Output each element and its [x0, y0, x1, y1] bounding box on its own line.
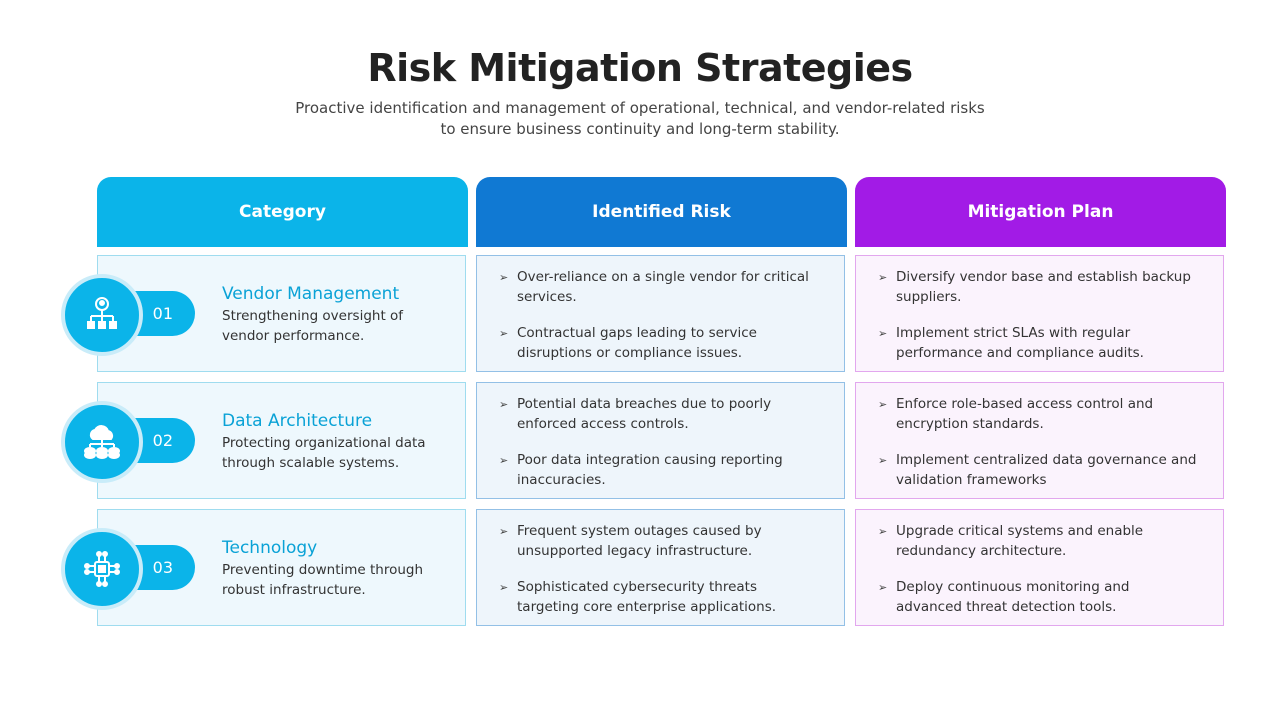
arrow-bullet-icon: ➢: [499, 327, 509, 340]
category-title: Data Architecture: [222, 411, 373, 431]
arrow-bullet-icon: ➢: [499, 581, 509, 594]
category-title: Vendor Management: [222, 284, 400, 304]
risk-item: ➢ Contractual gaps leading to service disruptions or compliance issues.: [499, 325, 757, 361]
arrow-bullet-icon: ➢: [499, 398, 509, 411]
subtitle-line-1: Proactive identification and management of operational, technical, and vendor-related risks: [295, 99, 985, 117]
header-category: Category: [97, 177, 468, 247]
risk-cell: [476, 382, 845, 499]
category-description: Protecting organizational data through scalable systems.: [222, 435, 426, 471]
category-title: Technology: [222, 538, 318, 558]
category-description: Preventing downtime through robust infrastructure.: [222, 562, 424, 598]
row-number-badge: 01: [120, 291, 195, 336]
header-mitigation-plan: Mitigation Plan: [855, 177, 1226, 247]
page-subtitle: [260, 98, 1020, 140]
row-number-badge: 02: [120, 418, 195, 463]
plan-item: ➢ Deploy continuous monitoring and advanced threat detection tools.: [878, 579, 1130, 615]
cloud-database-icon: [61, 401, 143, 483]
plan-item: ➢ Implement centralized data governance and validation frameworks: [878, 452, 1197, 488]
arrow-bullet-icon: ➢: [499, 271, 509, 284]
plan-item: ➢ Enforce role-based access control and encryption standards.: [878, 396, 1154, 432]
risk-cell: [476, 255, 845, 372]
arrow-bullet-icon: ➢: [878, 398, 888, 411]
arrow-bullet-icon: ➢: [878, 525, 888, 538]
arrow-bullet-icon: ➢: [878, 327, 888, 340]
subtitle-line-2: to ensure business continuity and long-term stability.: [440, 120, 840, 138]
category-description: Strengthening oversight of vendor performance.: [222, 308, 404, 344]
arrow-bullet-icon: ➢: [878, 454, 888, 467]
risk-item: ➢ Over-reliance on a single vendor for critical services.: [499, 269, 809, 305]
microchip-icon: [61, 528, 143, 610]
plan-item: ➢ Upgrade critical systems and enable redundancy architecture.: [878, 523, 1144, 559]
page-title: Risk Mitigation Strategies: [367, 46, 913, 90]
header-identified-risk: Identified Risk: [476, 177, 847, 247]
risk-item: ➢ Frequent system outages caused by unsupported legacy infrastructure.: [499, 523, 762, 559]
plan-cell: [855, 509, 1224, 626]
risk-item: ➢ Sophisticated cybersecurity threats targeting core enterprise applications.: [499, 579, 777, 615]
plan-item: ➢ Diversify vendor base and establish backup suppliers.: [878, 269, 1191, 305]
risk-item: ➢ Poor data integration causing reporting inaccuracies.: [499, 452, 783, 488]
arrow-bullet-icon: ➢: [499, 454, 509, 467]
risk-cell: [476, 509, 845, 626]
arrow-bullet-icon: ➢: [878, 581, 888, 594]
risk-item: ➢ Potential data breaches due to poorly enforced access controls.: [499, 396, 772, 432]
vendor-hierarchy-icon: [61, 274, 143, 356]
plan-cell: [855, 255, 1224, 372]
arrow-bullet-icon: ➢: [878, 271, 888, 284]
plan-cell: [855, 382, 1224, 499]
plan-item: ➢ Implement strict SLAs with regular performance and compliance audits.: [878, 325, 1144, 361]
row-number-badge: 03: [120, 545, 195, 590]
arrow-bullet-icon: ➢: [499, 525, 509, 538]
